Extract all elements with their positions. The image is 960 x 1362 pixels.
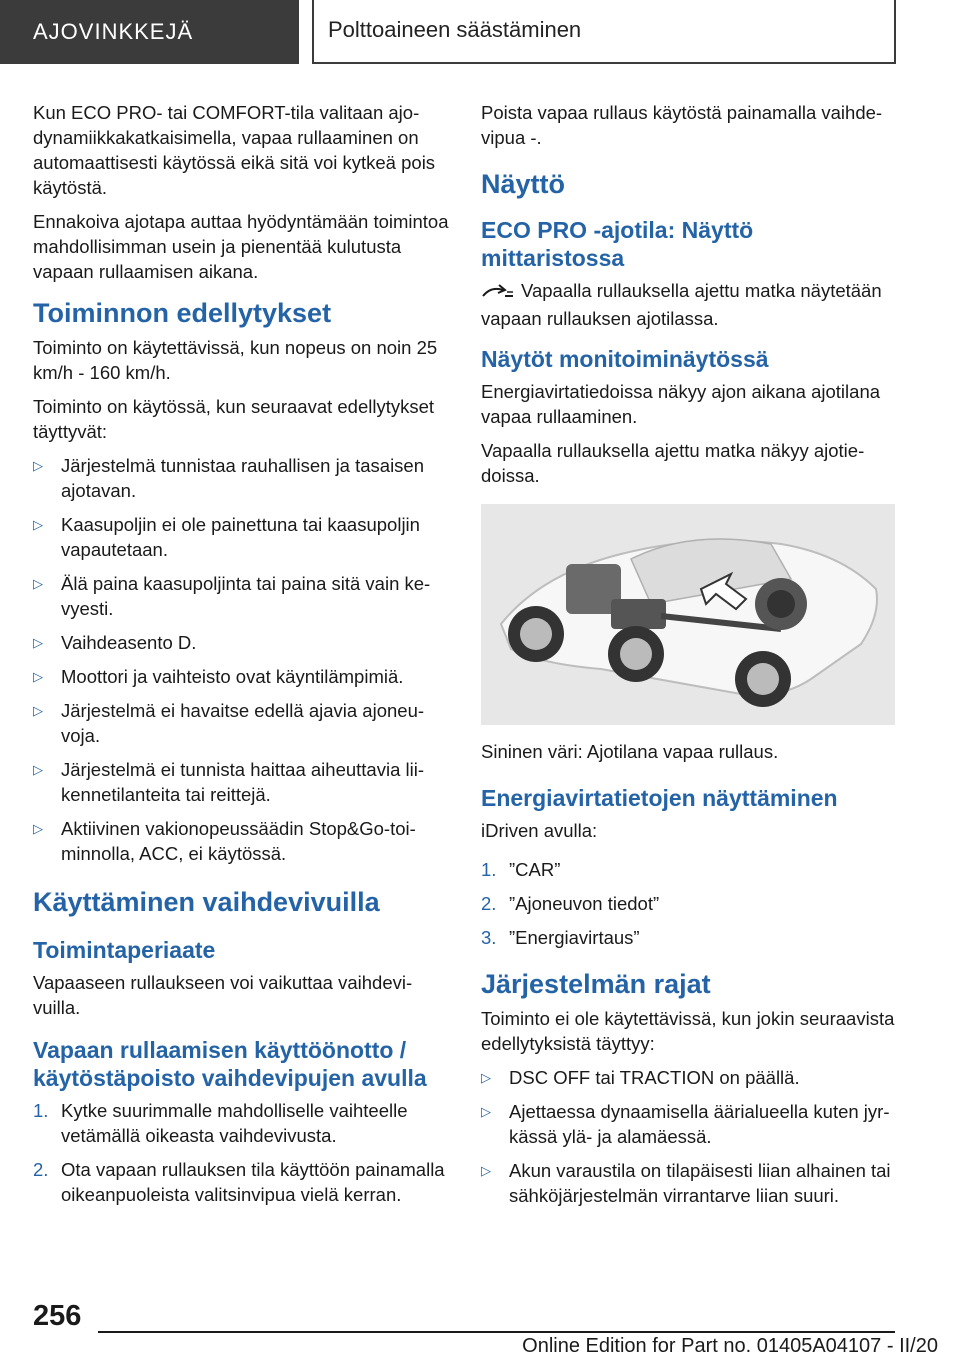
list-item-text: Ota vapaan rullauksen tila käyttöön painamalla oikeanpuoleista valitsinvipua vielä kerran. xyxy=(61,1159,445,1205)
figure-caption: Sininen väri: Ajotilana vapaa rullaus. xyxy=(481,741,779,762)
idrive-paragraph: iDriven avulla: xyxy=(481,820,598,841)
footer-rule xyxy=(98,1331,895,1333)
deactivate-paragraph: Poista vapaa rullaus käytöstä painamalla vaihdevipua -. xyxy=(481,102,883,148)
list-item xyxy=(33,816,449,866)
list-item xyxy=(481,891,895,916)
list-item-text: Älä paina kaasupoljinta tai paina sitä vain kevyesti. xyxy=(61,573,431,619)
triangle-bullet-icon: ▷ xyxy=(33,517,43,532)
triangle-bullet-icon: ▷ xyxy=(33,762,43,777)
energy-heading: Energiavirtatietojen näyttäminen xyxy=(481,785,838,811)
list-item-text: Järjestelmä ei tunnista haittaa aiheuttavia liikennetilanteita tai reittejä. xyxy=(61,759,425,805)
icon-paragraph xyxy=(481,278,895,331)
list-item-text: Kaasupoljin ei ole painettuna tai kaasupoljin vapautetaan. xyxy=(61,514,420,560)
requirements-heading: Toiminnon edellytykset xyxy=(33,298,332,328)
list-item xyxy=(481,925,895,950)
list-item xyxy=(481,1065,895,1090)
left-column xyxy=(33,100,449,1216)
menu-steps xyxy=(481,857,895,950)
speed-paragraph: Toiminto on käytettävissä, kun nopeus on noin 25 km/h - 160 km/h. xyxy=(33,337,438,383)
list-item xyxy=(481,1158,895,1208)
multi-display-heading: Näytöt monitoiminäytössä xyxy=(481,346,769,372)
list-item-text: Moottori ja vaihteisto ovat käyntilämpimiä. xyxy=(61,666,404,687)
list-item-text: Kytke suurimmalle mahdolliselle vaihteelle vetämällä oikeasta vaihdevivusta. xyxy=(61,1100,408,1146)
limits-heading: Järjestelmän rajat xyxy=(481,969,711,999)
triangle-bullet-icon: ▷ xyxy=(33,576,43,591)
triangle-bullet-icon: ▷ xyxy=(481,1163,491,1178)
list-item xyxy=(33,453,449,503)
section-title: AJOVINKKEJÄ xyxy=(0,0,299,64)
eco-heading: ECO PRO -ajotila: Näyttö mittaristossa xyxy=(481,217,754,271)
list-item-text: DSC OFF tai TRACTION on päällä. xyxy=(509,1067,800,1088)
limits-paragraph: Toiminto ei ole käytettävissä, kun jokin seuraavista edellytyksistä täyttyy: xyxy=(481,1008,895,1054)
conditions-list xyxy=(33,453,449,866)
list-item-text: Vaihdeasento D. xyxy=(61,632,197,653)
list-item xyxy=(481,857,895,882)
limits-list xyxy=(481,1065,895,1208)
principle-paragraph: Vapaaseen rullaukseen voi vaikuttaa vaihdevivuilla. xyxy=(33,972,413,1018)
list-item-text: ”Ajoneuvon tiedot” xyxy=(509,893,660,914)
activation-steps xyxy=(33,1098,449,1207)
list-item xyxy=(33,512,449,562)
triangle-bullet-icon: ▷ xyxy=(481,1104,491,1119)
list-item xyxy=(481,1099,895,1149)
predictive-paragraph: Ennakoiva ajotapa auttaa hyödyntämään toimintoa mahdollisimman usein ja pienentää kulutusta vapaan rullaamisen aikana. xyxy=(33,211,449,282)
list-item xyxy=(33,1157,449,1207)
triangle-bullet-icon: ▷ xyxy=(33,669,43,684)
page-header xyxy=(0,0,960,66)
paddles-heading: Käyttäminen vaihdevivuilla xyxy=(33,887,380,917)
list-item xyxy=(33,757,449,807)
list-item xyxy=(33,571,449,621)
right-column xyxy=(481,100,895,1217)
step-number: 1. xyxy=(481,859,497,880)
triangle-bullet-icon: ▷ xyxy=(33,821,43,836)
trip-data-paragraph: Vapaalla rullauksella ajettu matka näkyy ajotiedoissa. xyxy=(481,440,865,486)
list-item xyxy=(33,664,449,689)
triangle-bullet-icon: ▷ xyxy=(481,1070,491,1085)
list-item xyxy=(33,630,449,655)
triangle-bullet-icon: ▷ xyxy=(33,458,43,473)
list-item-text: ”CAR” xyxy=(509,859,561,880)
car-drivetrain-illustration xyxy=(481,504,895,725)
step-number: 2. xyxy=(481,893,497,914)
principle-heading: Toimintaperiaate xyxy=(33,937,216,963)
activation-heading: Vapaan rullaamisen käyttöönotto / käytöstäpoisto vaihdevipujen avulla xyxy=(33,1037,427,1091)
list-item-text: Akun varaustila on tilapäisesti liian alhainen tai sähköjärjestelmän virrantarve liian suuri. xyxy=(509,1160,891,1206)
list-item-text: ”Energiavirtaus” xyxy=(509,927,640,948)
step-number: 1. xyxy=(33,1100,49,1121)
icon-paragraph-text: Vapaalla rullauksella ajettu matka näytetään vapaan rullauksen ajotilassa. xyxy=(481,280,882,329)
chapter-title: Polttoaineen säästäminen xyxy=(312,0,896,64)
list-item-text: Ajettaessa dynaamisella äärialueella kuten jyrkässä ylä- ja alamäessä. xyxy=(509,1101,890,1147)
list-item-text: Järjestelmä tunnistaa rauhallisen ja tasaisen ajotavan. xyxy=(61,455,425,501)
list-item-text: Järjestelmä ei havaitse edellä ajavia ajoneuvoja. xyxy=(61,700,425,746)
coasting-icon xyxy=(481,280,515,306)
page-number: 256 xyxy=(33,1300,82,1332)
step-number: 3. xyxy=(481,927,497,948)
display-heading: Näyttö xyxy=(481,169,566,199)
triangle-bullet-icon: ▷ xyxy=(33,635,43,650)
edition-footer: Online Edition for Part no. 01405A04107 - II/20 xyxy=(522,1335,938,1357)
list-item xyxy=(33,698,449,748)
energy-flow-paragraph: Energiavirtatiedoissa näkyy ajon aikana ajotilana vapaa rullaaminen. xyxy=(481,381,881,427)
conditions-intro: Toiminto on käytössä, kun seuraavat edellytykset täyttyvät: xyxy=(33,396,435,442)
list-item-text: Aktiivinen vakionopeussäädin Stop&Go-toiminnolla, ACC, ei käytössä. xyxy=(61,818,416,864)
list-item xyxy=(33,1098,449,1148)
triangle-bullet-icon: ▷ xyxy=(33,703,43,718)
step-number: 2. xyxy=(33,1159,49,1180)
intro-paragraph: Kun ECO PRO- tai COMFORT-tila valitaan ajodynamiikkakatkaisimella, vapaa rullaaminen on automaattisesti käytössä eikä sitä voi kytkeä pois käytöstä. xyxy=(33,102,436,198)
